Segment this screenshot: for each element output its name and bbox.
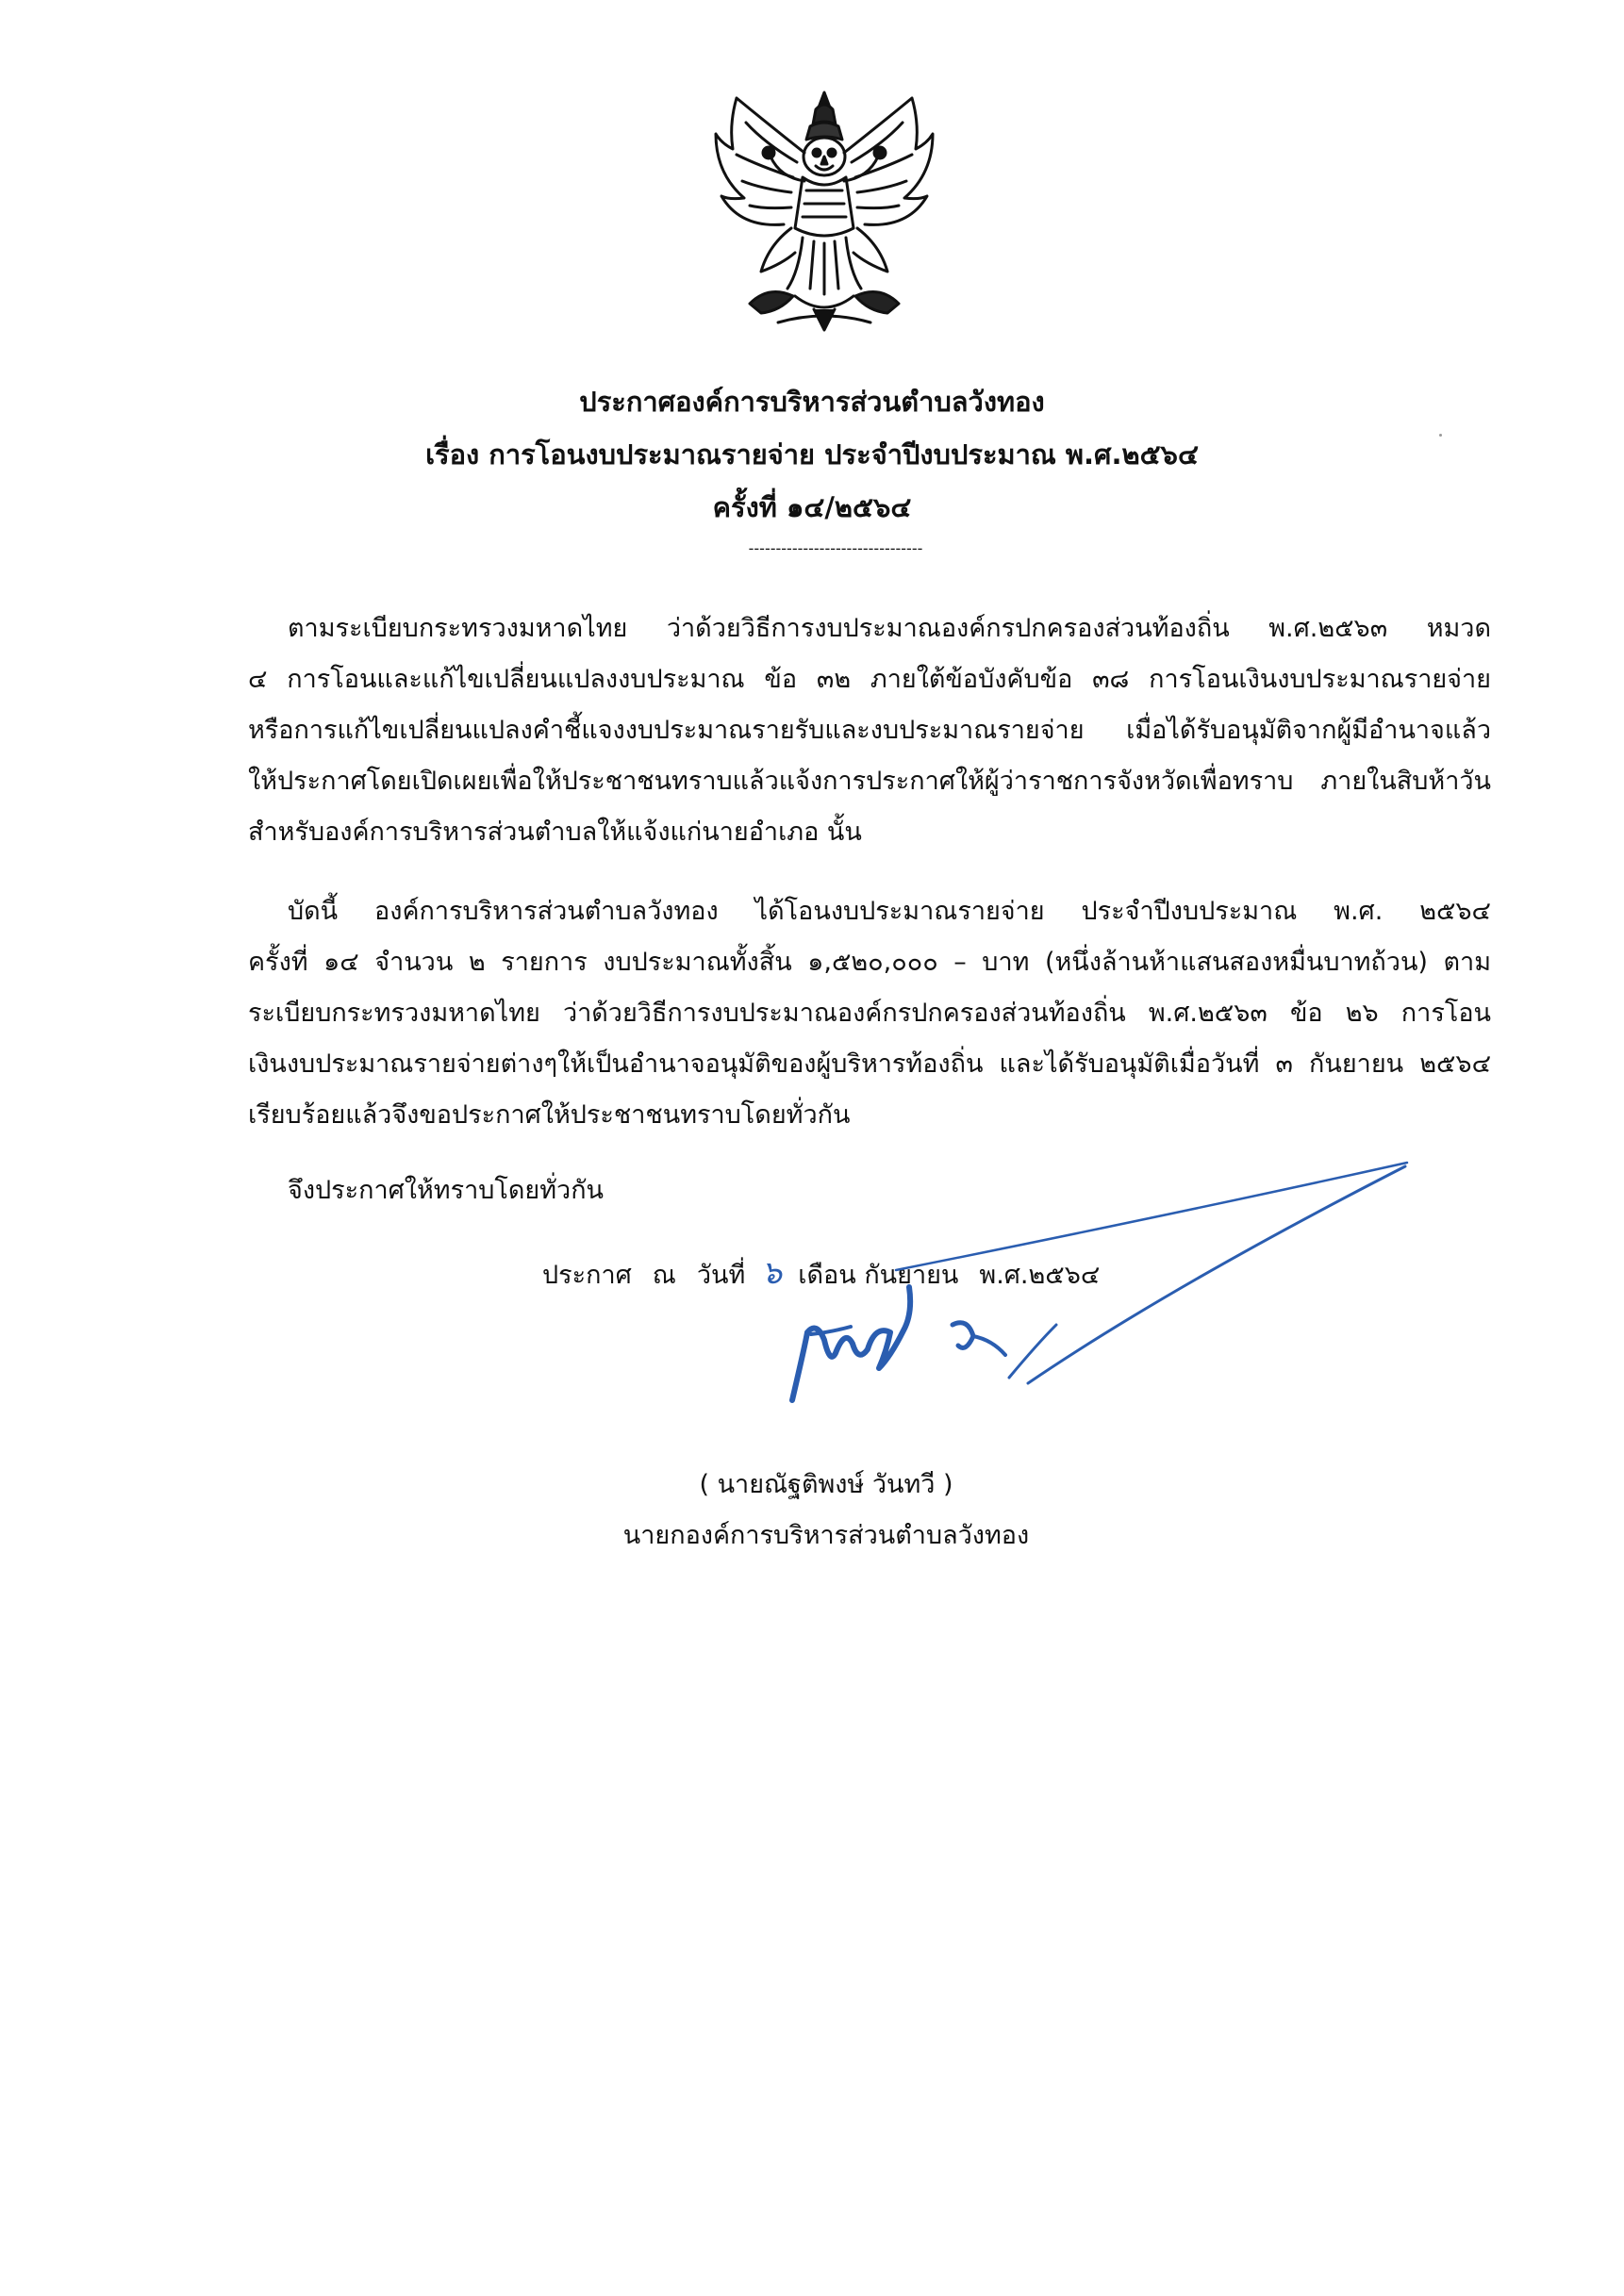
paragraph-2-line: ครั้งที่ ๑๔ จำนวน ๒ รายการ งบประมาณทั้งสิ้น ๑,๕๒๐,๐๐๐ – บาท (หนึ่งล้านห้าแสนสองหมื่นบาทถ้วน) ตาม [248,948,1491,977]
paragraph-1-line: ตามระเบียบกระทรวงมหาดไทย ว่าด้วยวิธีการงบประมาณองค์กรปกครองส่วนท้องถิ่น พ.ศ.๒๕๖๓ หมวด [288,614,1491,643]
paragraph-2 [248,886,1491,1141]
paragraph-2-line: เงินงบประมาณรายจ่ายต่างๆให้เป็นอำนาจอนุมัติของผู้บริหารท้องถิ่น และได้รับอนุมัติเมื่อวันที่ ๓ กันยายน ๒๕๖๔ [248,1049,1491,1079]
announce-day-label: วันที่ [696,1261,746,1290]
announcement-issue-number: ครั้งที่ ๑๔/๒๕๖๔ [712,491,912,523]
signatory-position: นายกองค์การบริหารส่วนตำบลวังทอง [622,1521,1030,1550]
paragraph-2-line: ระเบียบกระทรวงมหาดไทย ว่าด้วยวิธีการงบประมาณองค์กรปกครองส่วนท้องถิ่น พ.ศ.๒๕๖๓ ข้อ ๒๖ การโอน [248,999,1491,1028]
paragraph-1-line: ๔ การโอนและแก้ไขเปลี่ยนแปลงงบประมาณ ข้อ ๓๒ ภายใต้ข้อบังคับข้อ ๓๘ การโอนเงินงบประมาณรายจ่าย [248,665,1491,694]
paragraph-1 [248,603,1491,858]
signatory-position-row [0,1514,1624,1555]
announce-year: พ.ศ.๒๕๖๔ [979,1261,1101,1290]
paragraph-1-line: หรือการแก้ไขเปลี่ยนแปลงคำชี้แจงงบประมาณรายรับและงบประมาณรายจ่าย เมื่อได้รับอนุมัติจากผู้มีอำนาจแล้ว [248,716,1491,745]
announcement-title: ประกาศองค์การบริหารส่วนตำบลวังทอง [579,386,1045,418]
announcement-subject: เรื่อง การโอนงบประมาณรายจ่าย ประจำปีงบประมาณ พ.ศ.๒๕๖๔ [425,438,1199,471]
paragraph-1-line: ให้ประกาศโดยเปิดเผยเพื่อให้ประชาชนทราบแล้วแจ้งการประกาศให้ผู้ว่าราชการจังหวัดเพื่อทราบ ภายในสิบห้าวัน [248,767,1491,796]
header-divider: -------------------------------- [748,539,923,557]
garuda-emblem [712,87,936,334]
announce-prefix: ประกาศ [542,1261,632,1290]
closing-statement: จึงประกาศให้ทราบโดยทั่วกัน [288,1176,604,1205]
signatory-name-row [0,1463,1624,1504]
announce-day-handwritten: ๖ [761,1254,783,1292]
signatory-name: ( นายณัฐติพงษ์ วันทวี ) [699,1470,953,1499]
announce-month-label: เดือน [798,1261,856,1290]
handwritten-signature [773,1155,1424,1438]
announce-at: ณ [652,1261,676,1290]
paragraph-2-line: เรียบร้อยแล้วจึงขอประกาศให้ประชาชนทราบโดยทั่วกัน [248,1100,851,1130]
paragraph-2-line: บัดนี้ องค์การบริหารส่วนตำบลวังทอง ได้โอนงบประมาณรายจ่าย ประจำปีงบประมาณ พ.ศ. ๒๕๖๔ [288,897,1491,926]
announce-month: กันยายน [864,1261,959,1290]
announcement-header [0,375,1624,534]
paragraph-1-line: สำหรับองค์การบริหารส่วนตำบลให้แจ้งแก่นายอำเภอ นั้น [248,818,862,847]
scan-speck [1439,434,1442,437]
